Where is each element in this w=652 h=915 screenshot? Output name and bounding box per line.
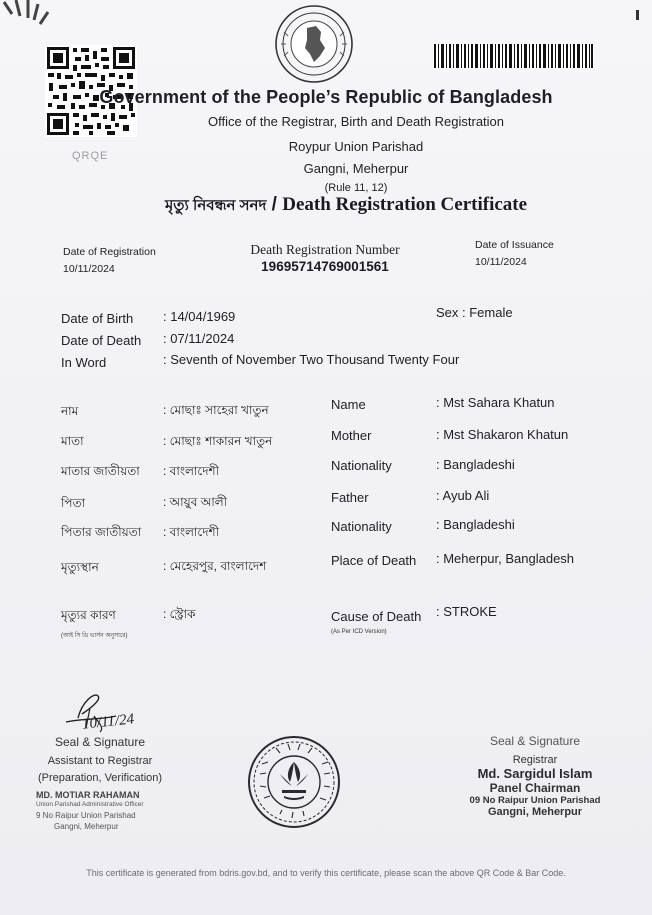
date-of-issuance-value: 10/11/2024 xyxy=(475,256,527,268)
registrar-name: Md. Sargidul Islam xyxy=(477,766,593,781)
stamp-name-left: MD. MOTIAR RAHAMAN xyxy=(36,790,140,800)
mother-value: : Mst Shakaron Khatun xyxy=(436,427,569,442)
bn-place-of-death-value: : মেহেরপুর, বাংলাদেশ xyxy=(163,559,267,573)
qr-caption: QRQE xyxy=(72,150,109,162)
bn-place-of-death-label: মৃত্যুস্থান xyxy=(61,560,99,574)
date-of-death-label: Date of Death xyxy=(61,333,142,348)
verification-footer: This certificate is generated from bdris.gov.bd, and to verify this certificate, please scan the above QR Code & Bar Code. xyxy=(86,868,566,878)
bn-father-nationality-value: : বাংলাদেশী xyxy=(163,525,220,539)
bn-cause-label: মৃত্যুর কারণ xyxy=(61,608,116,622)
mother-label: Mother xyxy=(331,428,372,443)
registrar-role: Registrar xyxy=(512,754,558,766)
bn-mother-nationality-value: : বাংলাদেশী xyxy=(163,464,220,478)
rule-line: (Rule 11, 12) xyxy=(324,182,388,194)
scan-mark-topright xyxy=(636,10,639,20)
bn-cause-value: : স্ট্রোক xyxy=(163,607,196,621)
place-of-death-label: Place of Death xyxy=(331,553,417,568)
date-of-death-value: : 07/11/2024 xyxy=(163,331,235,346)
bn-father-nationality-label: পিতার জাতীয়তা xyxy=(61,525,142,539)
cause-label: Cause of Death xyxy=(331,609,422,624)
registration-number-label: Death Registration Number xyxy=(250,242,400,257)
bn-mother-label: মাতা xyxy=(61,434,84,448)
father-value: : Ayub Ali xyxy=(436,488,490,503)
registration-number-value: 19695714769001561 xyxy=(261,259,389,274)
bn-father-label: পিতা xyxy=(61,496,86,510)
registrar-title: Panel Chairman xyxy=(489,781,581,795)
union-parishad-seal-icon xyxy=(246,734,342,830)
handwritten-date: 10/11/24 xyxy=(81,711,135,733)
mother-nationality-label: Nationality xyxy=(331,458,392,473)
bn-father-value: : আয়ুব আলী xyxy=(163,495,228,509)
bn-mother-nationality-label: মাতার জাতীয়তা xyxy=(61,464,140,478)
in-word-label: In Word xyxy=(61,355,107,370)
registrar-location: Gangni, Meherpur xyxy=(487,806,583,818)
in-word-value: : Seventh of November Two Thousand Twenty Four xyxy=(163,352,460,367)
date-of-birth-label: Date of Birth xyxy=(61,311,134,326)
cause-sub: (As Per ICD Version) xyxy=(331,629,387,635)
right-seal-signature: Seal & Signature xyxy=(489,734,581,748)
bn-name-value: : মোছাঃ সাহেরা খাতুন xyxy=(163,403,269,417)
government-emblem-icon xyxy=(274,4,354,84)
stamp-line3-left: 9 No Raipur Union Parishad xyxy=(36,811,136,820)
location-line: Gangni, Meherpur xyxy=(303,161,409,176)
certificate-title xyxy=(0,194,652,219)
father-nationality-label: Nationality xyxy=(331,519,392,534)
mother-nationality-value: : Bangladeshi xyxy=(436,457,515,472)
stamp-line2-left: Union Parishad Administrative Officer xyxy=(36,801,144,808)
date-of-registration-value: 10/11/2024 xyxy=(63,263,115,275)
father-label: Father xyxy=(331,490,369,505)
stamp-line4-left: Gangni, Meherpur xyxy=(54,822,119,831)
name-label: Name xyxy=(331,397,366,412)
bn-name-label: নাম xyxy=(61,404,79,418)
certificate-title-en: Death Registration Certificate xyxy=(282,194,528,215)
bn-mother-value: : মোছাঃ শাকারন খাতুন xyxy=(163,434,273,448)
left-seal-signature: Seal & Signature xyxy=(54,735,146,749)
place-of-death-value: : Meherpur, Bangladesh xyxy=(436,551,575,566)
office-line: Office of the Registrar, Birth and Death Registration xyxy=(207,114,505,129)
date-of-issuance-label: Date of Issuance xyxy=(475,239,554,251)
scan-artifact-topleft xyxy=(0,0,60,40)
registrar-union: 09 No Raipur Union Parishad xyxy=(469,795,601,806)
assistant-role: Assistant to Registrar xyxy=(47,755,153,767)
date-of-registration-label: Date of Registration xyxy=(63,246,156,258)
sex-value: Sex : Female xyxy=(436,305,513,320)
barcode[interactable] xyxy=(433,44,594,68)
bn-cause-sub: (আই সি ডি ভার্সন অনুসারে) xyxy=(61,633,128,639)
government-title: Government of the People’s Republic of Bangladesh xyxy=(99,87,553,107)
certificate-title-bn: মৃত্যু নিবন্ধন সনদ xyxy=(164,197,267,214)
date-of-birth-value: : 14/04/1969 xyxy=(163,309,236,324)
father-nationality-value: : Bangladeshi xyxy=(436,517,515,532)
cause-value: : STROKE xyxy=(436,604,497,619)
certificate-title-separator: / xyxy=(266,194,283,215)
assistant-role-sub: (Preparation, Verification) xyxy=(37,772,163,784)
union-line: Roypur Union Parishad xyxy=(288,139,424,154)
name-value: : Mst Sahara Khatun xyxy=(436,395,555,410)
